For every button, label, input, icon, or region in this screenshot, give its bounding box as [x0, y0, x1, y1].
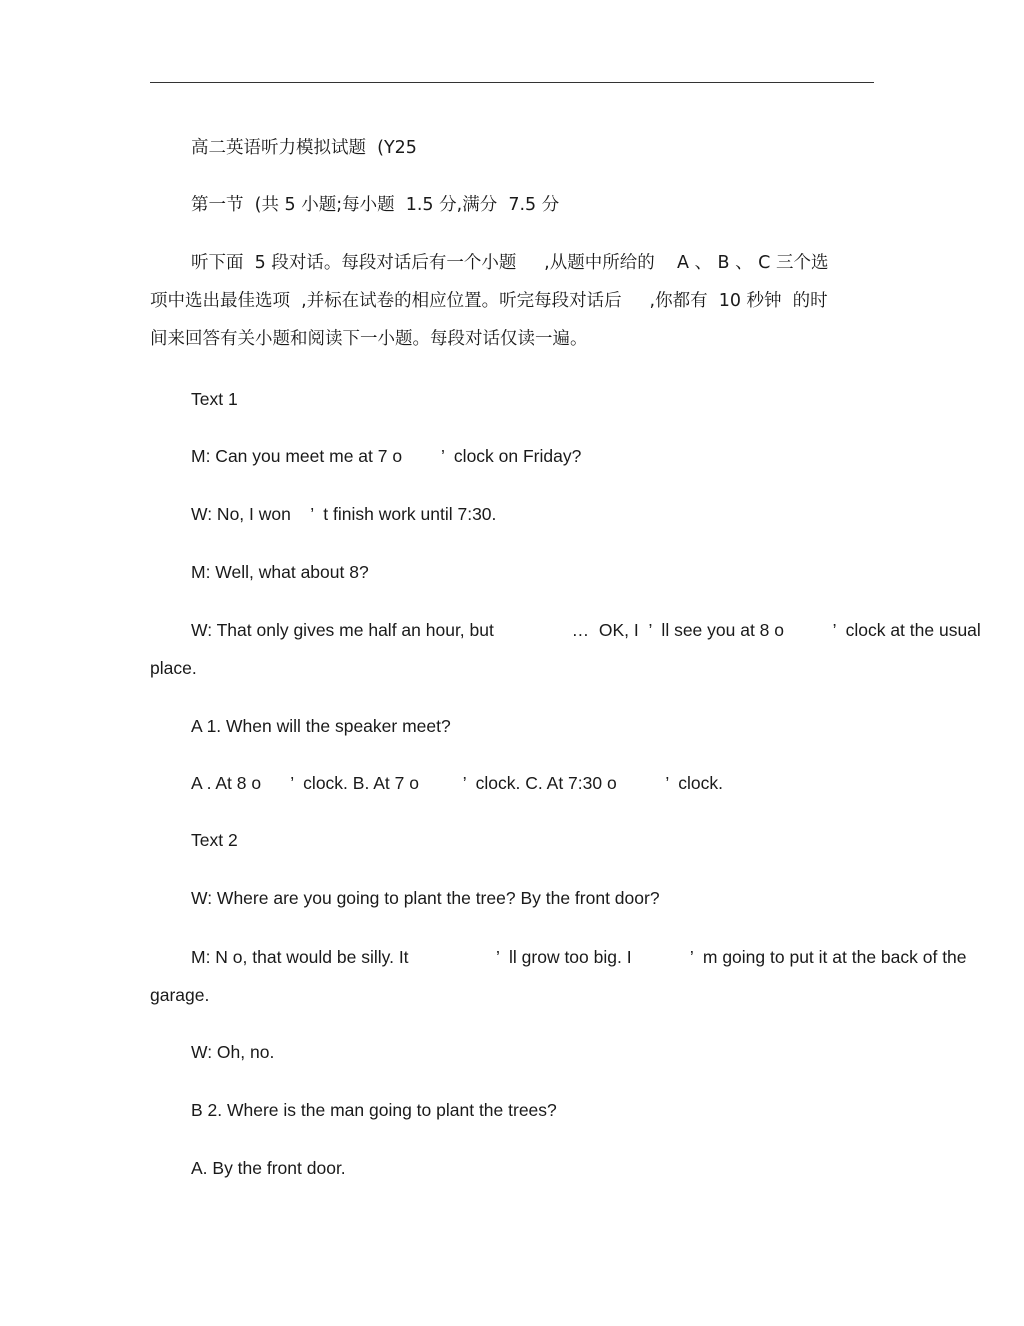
instructions-line-1: 听下面 5 段对话。每段对话后有一个小题 ,从题中所给的 A 、 B 、 C 三个选 — [191, 253, 829, 273]
instructions-line-3: 间来回答有关小题和阅读下一小题。每段对话仅读一遍。 — [150, 329, 588, 349]
text2-label: Text 2 — [191, 830, 238, 850]
text2-option-a: A. By the front door. — [191, 1158, 346, 1178]
text1-dialog-m2: M: Well, what about 8? — [191, 562, 369, 582]
instructions-line-2: 项中选出最佳选项 ,并标在试卷的相应位置。听完每段对话后 ,你都有 10 秒钟 的时 — [150, 291, 828, 311]
text1-label: Text 1 — [191, 389, 238, 409]
text1-question: A 1. When will the speaker meet? — [191, 716, 451, 736]
page-title: 高二英语听力模拟试题 (Y25 — [191, 138, 417, 158]
text2-dialog-w2: W: Oh, no. — [191, 1042, 275, 1062]
section-heading: 第一节 (共 5 小题;每小题 1.5 分,满分 7.5 分 — [191, 195, 560, 215]
text2-question: B 2. Where is the man going to plant the trees? — [191, 1100, 557, 1120]
text1-dialog-w1: W: No, I won ’ t finish work until 7:30. — [191, 504, 497, 524]
text2-dialog-m1: M: N o, that would be silly. It ’ ll grow too big. I ’ m going to put it at the back of the — [191, 947, 967, 967]
text1-dialog-m1: M: Can you meet me at 7 o ’ clock on Friday? — [191, 446, 582, 466]
text1-dialog-w2: W: That only gives me half an hour, but … OK, I ’ ll see you at 8 o ’ clock at the usual — [191, 620, 981, 640]
text1-options: A . At 8 o ’ clock. B. At 7 o ’ clock. C. At 7:30 o ’ clock. — [191, 773, 724, 793]
text1-dialog-w2-continued: place. — [150, 658, 197, 678]
text2-dialog-m1-continued: garage. — [150, 985, 210, 1005]
text2-dialog-w1: W: Where are you going to plant the tree? By the front door? — [191, 888, 660, 908]
